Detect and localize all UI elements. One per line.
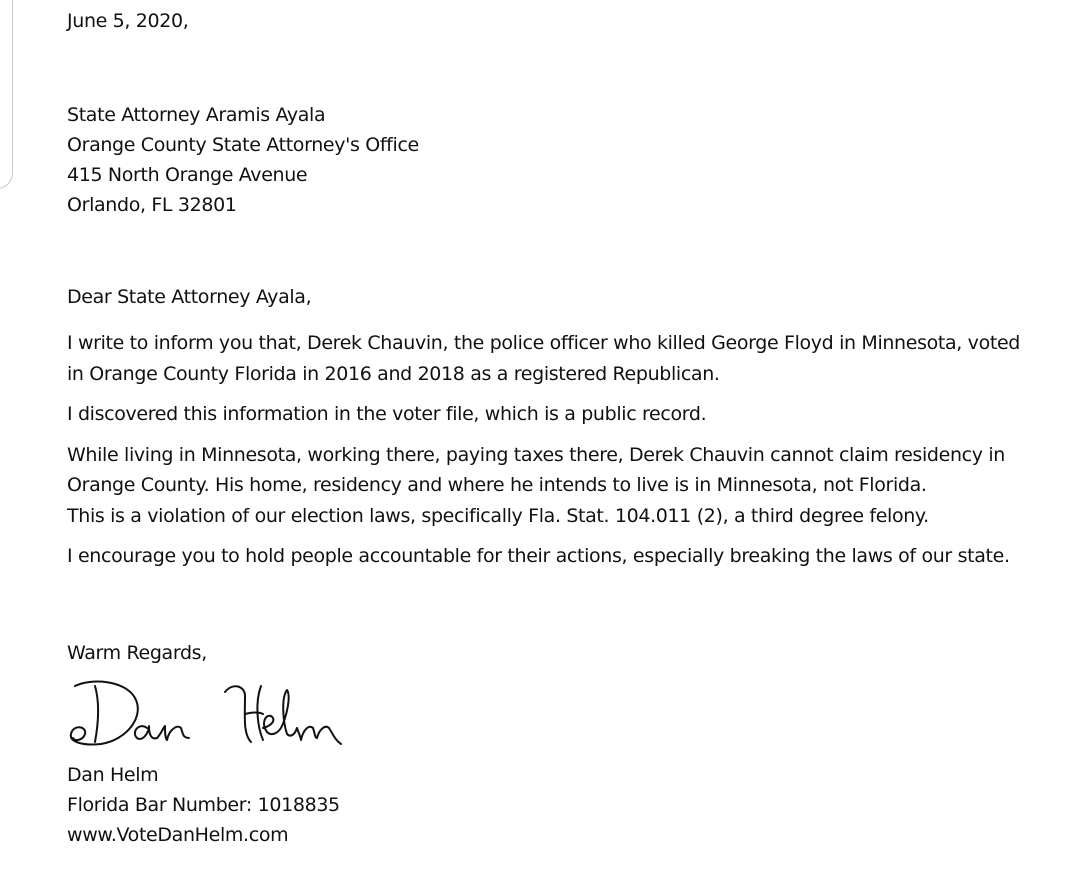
handwritten-signature: [65, 676, 375, 756]
recipient-street: 415 North Orange Avenue: [67, 164, 308, 186]
recipient-name: State Attorney Aramis Ayala: [67, 104, 326, 126]
recipient-city: Orlando, FL 32801: [67, 194, 237, 216]
signature-block: [67, 760, 1067, 850]
paragraph-line: I encourage you to hold people accountable for their actions, especially breaking the laws of our state.: [67, 545, 1010, 567]
recipient-office: Orange County State Attorney's Office: [67, 134, 419, 156]
letter-body: [67, 0, 1067, 850]
paragraph-2: [67, 399, 1067, 430]
paragraph-line: I discovered this information in the voter file, which is a public record.: [67, 403, 707, 425]
website-link[interactable]: www.VoteDanHelm.com: [67, 823, 289, 846]
letter-date: June 5, 2020,: [67, 10, 189, 32]
paragraph-line: This is a violation of our election laws, specifically Fla. Stat. 104.011 (2), a third degree felony.: [67, 504, 929, 527]
paragraph-3: [67, 440, 1067, 532]
paragraph-line: While living in Minnesota, working there, paying taxes there, Derek Chauvin cannot claim residency in: [67, 443, 1005, 466]
signer-name: Dan Helm: [67, 763, 159, 786]
paragraph-line: in Orange County Florida in 2016 and 2018 as a registered Republican.: [67, 362, 720, 385]
page-edge-decoration: [0, 0, 13, 189]
closing: Warm Regards,: [67, 641, 207, 664]
salutation: Dear State Attorney Ayala,: [67, 286, 312, 308]
bar-number: Florida Bar Number: 1018835: [67, 793, 340, 816]
paragraph-1: [67, 328, 1067, 389]
paragraph-line: Orange County. His home, residency and where he intends to live is in Minnesota, not Florida.: [67, 474, 927, 496]
paragraph-4: [67, 541, 1067, 572]
paragraph-line: I write to inform you that, Derek Chauvin, the police officer who killed George Floyd in Minnesota, voted: [67, 332, 1021, 354]
recipient-address: [67, 100, 1067, 220]
